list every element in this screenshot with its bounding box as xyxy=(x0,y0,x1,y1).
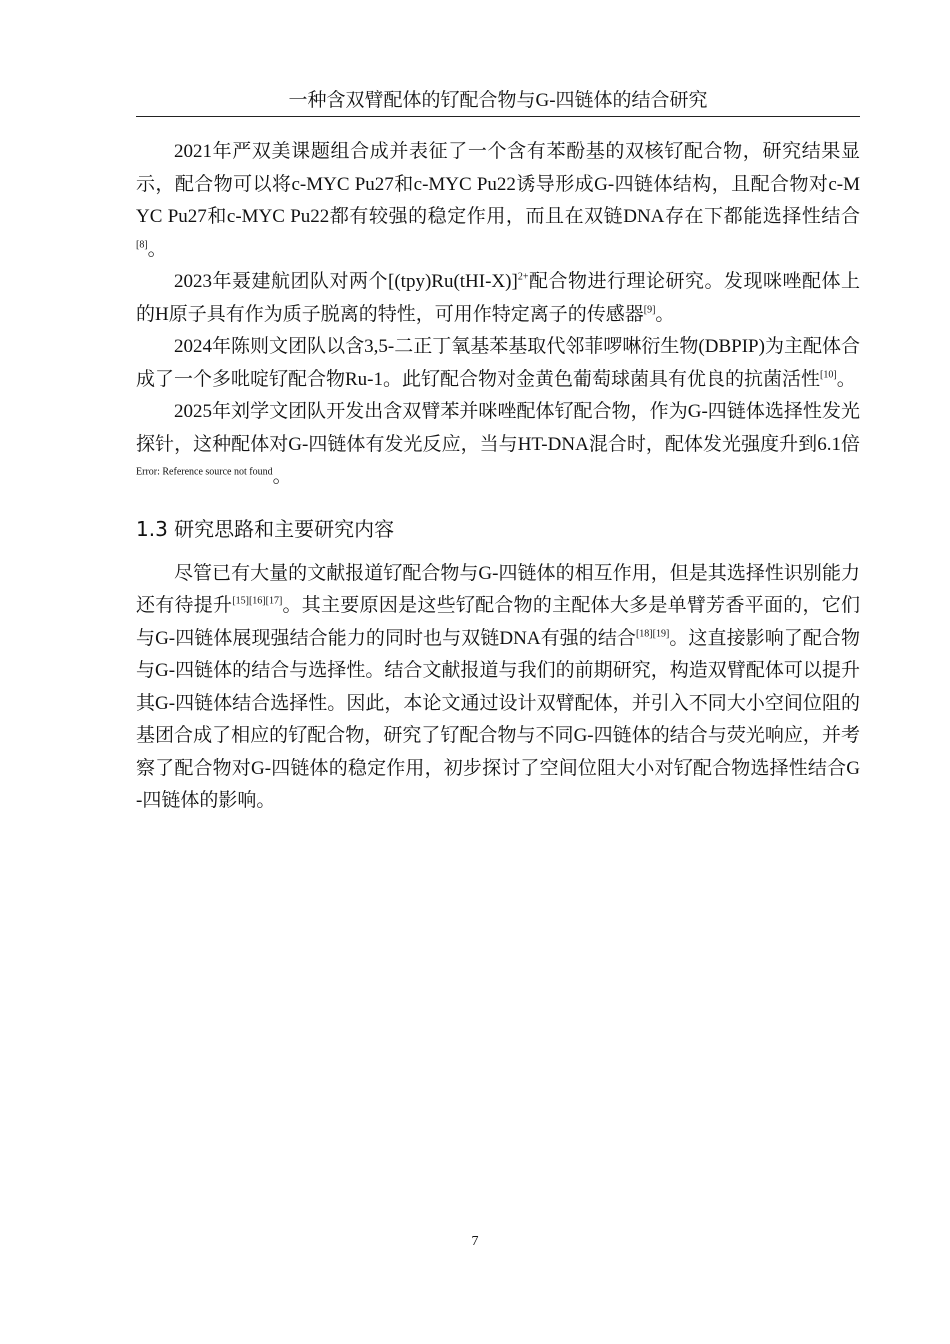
paragraph-text: 2025年刘学文团队开发出含双臂苯并咪唑配体钌配合物，作为G-四链体选择性发光探针，这种配体对G-四链体有发光反应，当与HT-DNA混合时，配体发光强度升到6.1倍 xyxy=(136,401,860,455)
paragraph-tail: 。 xyxy=(836,368,856,390)
paragraph-tail: 。 xyxy=(272,466,292,487)
paragraph-text: 配合物进行理论研究。发现咪唑配体上的H原子具有作为质子脱离的特性，可用作特定离子的传感器 xyxy=(136,271,860,325)
page-body xyxy=(136,136,860,818)
paragraph-text: 。这直接影响了配合物与G-四链体的结合与选择性。结合文献报道与我们的前期研究，构造双臂配体可以提升其G-四链体结合选择性。因此，本论文通过设计双臂配体，并引入不同大小空间位阻的基团合成了相应的钌配合物，研究了钌配合物与不同G-四链体的结合与荧光响应，并考察了配合物对G-四链体的稳定作用，初步探讨了空间位阻大小对钌配合物选择性结合G-四链体的影响。 xyxy=(136,627,860,811)
paragraph-2024 xyxy=(136,331,860,396)
citation: Error: Reference source not found xyxy=(136,466,273,478)
citation: [9] xyxy=(643,304,656,316)
section-heading: 1.3 研究思路和主要研究内容 xyxy=(136,516,395,541)
page-number: 7 xyxy=(471,1234,479,1249)
paragraph-text: 2023年聂建航团队对两个[(tpy)Ru(tHI-X)] xyxy=(174,271,518,292)
citation: [8] xyxy=(136,239,148,251)
paragraph-2025 xyxy=(136,396,860,494)
running-header-title: 一种含双臂配体的钌配合物与G-四链体的结合研究 xyxy=(288,90,708,111)
paragraph-text: 尽管已有大量的文献报道钌配合物与G-四链体的相互作用，但是其选择性识别能力还有待提升 xyxy=(136,562,860,616)
paragraph-text: 。其主要原因是这些钌配合物的主配体大多是单臂芳香平面的，它们与G-四链体展现强结合能力的同时也与双链DNA有强的结合 xyxy=(136,595,860,649)
citation: [15][16][17] xyxy=(232,595,283,607)
paragraph-2021 xyxy=(136,136,860,266)
paragraph-tail: 。 xyxy=(655,303,675,325)
running-header xyxy=(136,88,860,117)
paragraph-2023 xyxy=(136,266,860,331)
paragraph-research-approach xyxy=(136,558,860,818)
paragraph-text: 2024年陈则文团队以含3,5-二正丁氧基苯基取代邻菲啰啉衍生物(DBPIP)为主配体合成了一个多吡啶钌配合物Ru-1。此钌配合物对金黄色葡萄球菌具有优良的抗菌活性 xyxy=(136,336,860,390)
citation: [18][19] xyxy=(635,628,670,640)
paragraph-tail: 。 xyxy=(147,238,167,260)
citation: [10] xyxy=(820,369,837,381)
charge-superscript: 2+ xyxy=(517,271,529,283)
paragraph-text: 2021年严双美课题组合成并表征了一个含有苯酚基的双核钌配合物，研究结果显示，配合物可以将c-MYC Pu27和c-MYC Pu22诱导形成G-四链体结构，且配合物对c-MYC Pu27和c-MYC Pu22都有较强的稳定作用，而且在双链DNA存在下都能选择性结合 xyxy=(136,141,860,227)
